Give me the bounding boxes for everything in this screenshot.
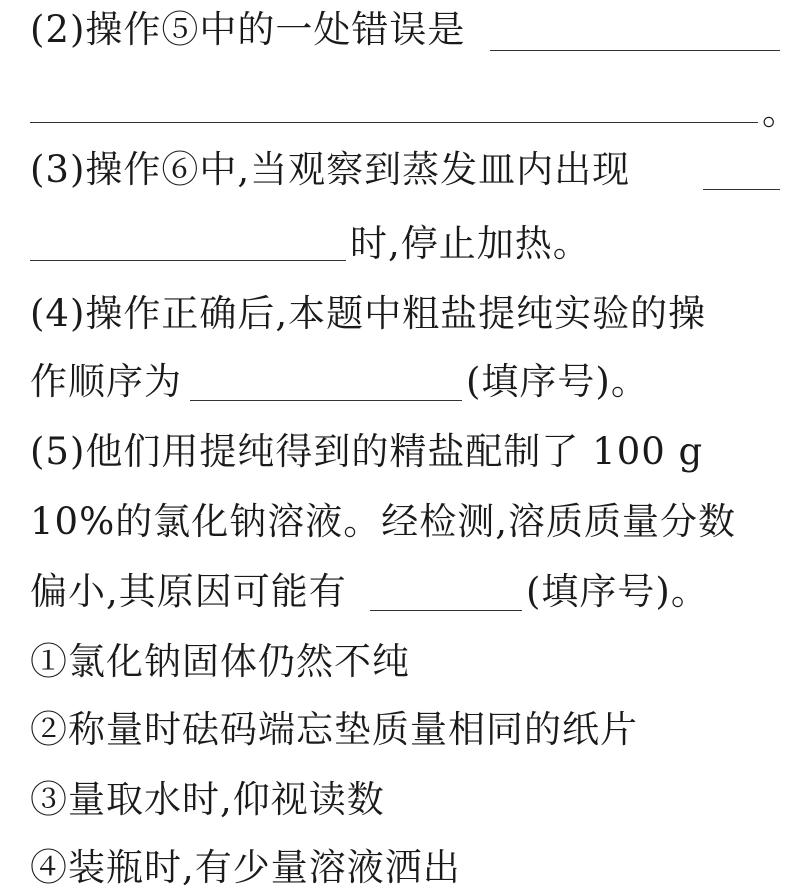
q3-line-2 (350, 222, 591, 266)
q5-line-2 (30, 500, 736, 544)
option-3-text: ③量取水时,仰视读数 (30, 778, 385, 821)
q2-line-1 (30, 8, 465, 52)
q2-prompt: (2)操作⑤中的一处错误是 (30, 8, 466, 51)
q5-line-3 (30, 570, 347, 614)
q5-prompt-2: 10%的氯化钠溶液。经检测,溶质质量分数 (30, 500, 736, 543)
q4-line-2 (30, 360, 182, 404)
q3-prompt-end: 时,停止加热。 (350, 222, 591, 265)
q2-period-text: 。 (762, 90, 800, 133)
option-3 (30, 778, 385, 822)
q4-line-2-end (466, 360, 649, 404)
q4-line-1 (30, 292, 706, 336)
q4-answer-blank[interactable] (190, 400, 462, 401)
q2-answer-blank-1[interactable] (490, 50, 780, 51)
option-2 (30, 708, 638, 752)
q5-prompt-3: 偏小,其原因可能有 (30, 570, 347, 613)
q5-prompt-1: (5)他们用提纯得到的精盐配制了 100 g (30, 430, 704, 473)
option-4-text: ④装瓶时,有少量溶液洒出 (30, 846, 461, 889)
q5-line-3-end (526, 570, 709, 614)
q5-line-1 (30, 430, 703, 474)
q3-answer-blank-2[interactable] (30, 260, 346, 261)
q4-prompt-end: (填序号)。 (466, 360, 649, 403)
q5-prompt-end: (填序号)。 (526, 570, 709, 613)
q4-prompt: (4)操作正确后,本题中粗盐提纯实验的操 (30, 292, 707, 335)
q3-answer-blank-1[interactable] (703, 189, 780, 190)
option-1-text: ①氯化钠固体仍然不纯 (30, 640, 410, 683)
q3-line-1 (30, 148, 630, 192)
q4-prompt-start: 作顺序为 (30, 360, 182, 403)
option-1 (30, 640, 410, 684)
option-4 (30, 846, 461, 890)
q2-answer-blank-2[interactable] (30, 122, 758, 123)
option-2-text: ②称量时砝码端忘垫质量相同的纸片 (30, 708, 638, 751)
q2-period (762, 90, 800, 134)
q5-answer-blank[interactable] (370, 610, 522, 611)
q3-prompt: (3)操作⑥中,当观察到蒸发皿内出现 (30, 148, 631, 191)
